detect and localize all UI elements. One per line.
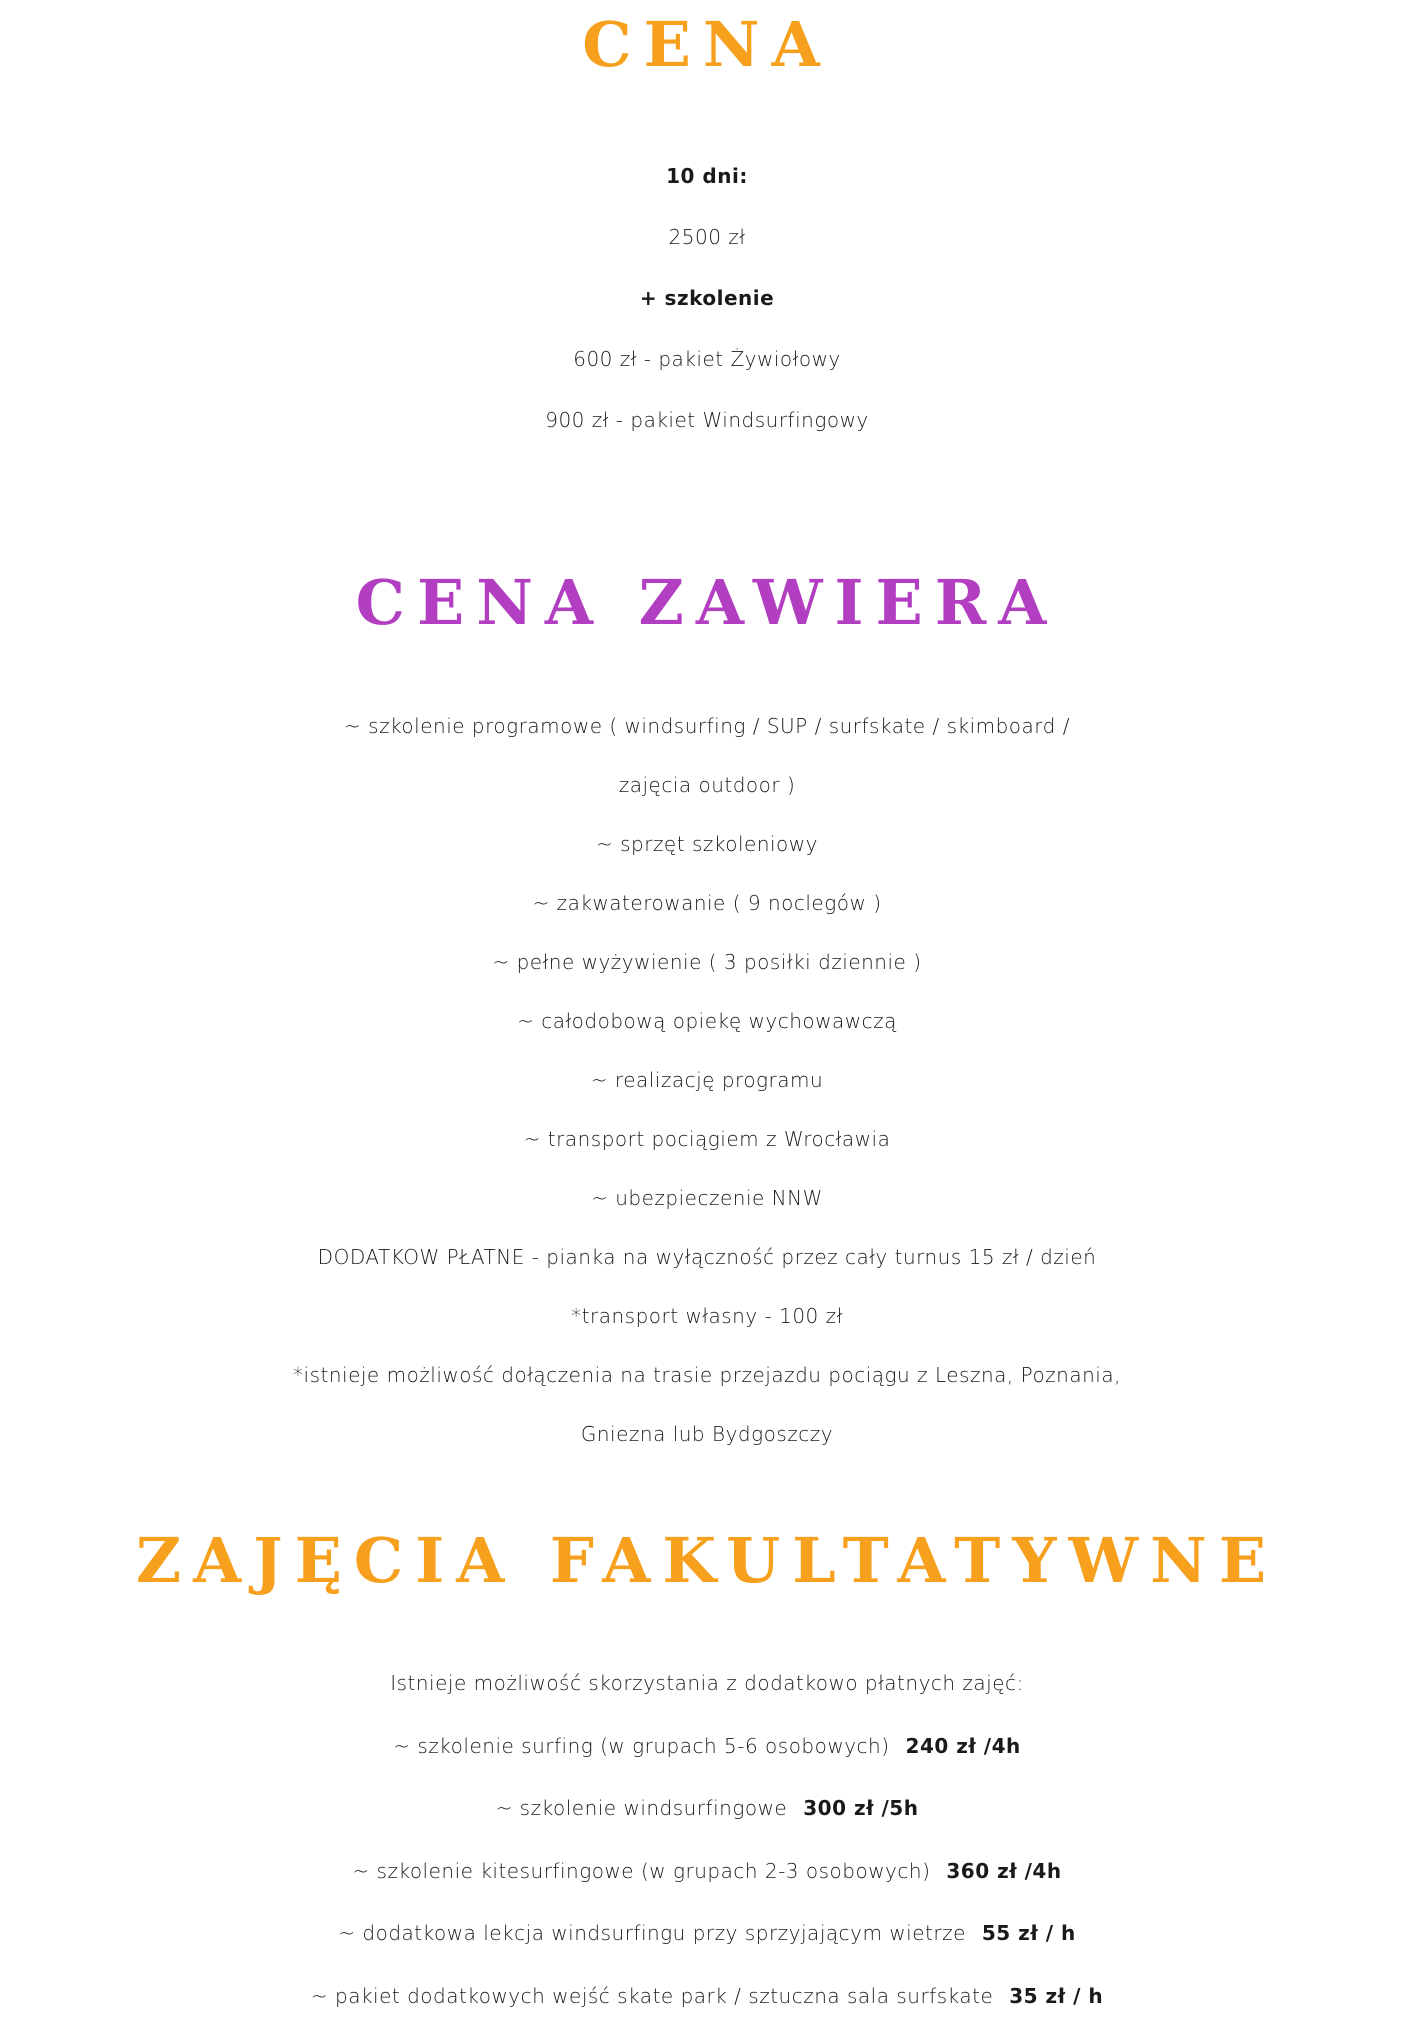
optional-class-name: ~ szkolenie windsurfingowe xyxy=(496,1796,788,1820)
price-section xyxy=(0,14,1414,451)
package-item: 900 zł - pakiet Windsurfingowy xyxy=(0,390,1414,451)
price-includes-list xyxy=(0,697,1414,1464)
base-price: 2500 zł xyxy=(0,207,1414,268)
list-item: ~ pełne wyżywienie ( 3 posiłki dziennie ) xyxy=(0,933,1414,992)
list-item: ~ całodobową opiekę wychowawczą xyxy=(0,992,1414,1051)
optional-class-price: 55 zł / h xyxy=(982,1921,1076,1945)
optional-class-price: 35 zł / h xyxy=(1009,1984,1103,2008)
optional-classes-intro: Istnieje możliwość skorzystania z dodatkowo płatnych zajęć: xyxy=(0,1652,1414,1715)
list-item: ~ szkolenie programowe ( windsurfing / SUP / surfskate / skimboard / xyxy=(0,697,1414,756)
optional-class-name: ~ szkolenie surfing (w grupach 5-6 osobowych) xyxy=(393,1734,889,1758)
optional-class-item xyxy=(0,1902,1414,1965)
optional-classes-section xyxy=(0,1530,1414,2027)
list-item: ~ realizację programu xyxy=(0,1051,1414,1110)
training-label: + szkolenie xyxy=(0,268,1414,329)
price-includes-section xyxy=(0,572,1414,1464)
days-label: 10 dni: xyxy=(0,146,1414,207)
optional-class-item xyxy=(0,1777,1414,1840)
optional-class-name: ~ pakiet dodatkowych wejść skate park / sztuczna sala surfskate xyxy=(311,1984,993,2008)
package-item: 600 zł - pakiet Żywiołowy xyxy=(0,329,1414,390)
optional-classes-heading: ZAJĘCIA FAKULTATYWNE xyxy=(0,1530,1414,1592)
optional-class-name: ~ dodatkowa lekcja windsurfingu przy sprzyjającym wietrze xyxy=(338,1921,966,1945)
list-item: ~ sprzęt szkoleniowy xyxy=(0,815,1414,874)
list-item: DODATKOW PŁATNE - pianka na wyłączność przez cały turnus 15 zł / dzień xyxy=(0,1228,1414,1287)
optional-class-price: 360 zł /4h xyxy=(946,1859,1061,1883)
optional-class-item xyxy=(0,1965,1414,2027)
optional-classes-list xyxy=(0,1652,1414,2027)
optional-class-price: 240 zł /4h xyxy=(906,1734,1021,1758)
list-item: ~ zakwaterowanie ( 9 noclegów ) xyxy=(0,874,1414,933)
optional-class-item xyxy=(0,1840,1414,1903)
optional-class-price: 300 zł /5h xyxy=(803,1796,918,1820)
list-item: ~ transport pociągiem z Wrocławia xyxy=(0,1110,1414,1169)
price-heading: CENA xyxy=(0,14,1414,76)
price-lines xyxy=(0,146,1414,451)
list-item: Gniezna lub Bydgoszczy xyxy=(0,1405,1414,1464)
optional-class-name: ~ szkolenie kitesurfingowe (w grupach 2-3 osobowych) xyxy=(352,1859,930,1883)
list-item: ~ ubezpieczenie NNW xyxy=(0,1169,1414,1228)
optional-class-item xyxy=(0,1715,1414,1778)
list-item: zajęcia outdoor ) xyxy=(0,756,1414,815)
list-item: *transport własny - 100 zł xyxy=(0,1287,1414,1346)
price-includes-heading: CENA ZAWIERA xyxy=(0,572,1414,634)
list-item: *istnieje możliwość dołączenia na trasie przejazdu pociągu z Leszna, Poznania, xyxy=(0,1346,1414,1405)
